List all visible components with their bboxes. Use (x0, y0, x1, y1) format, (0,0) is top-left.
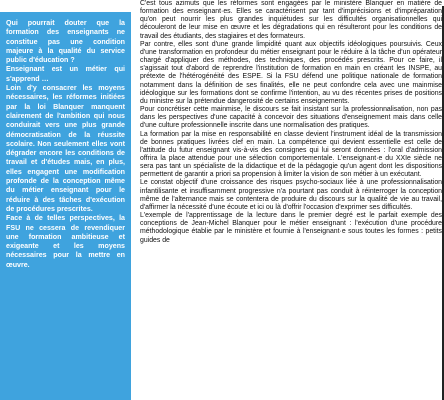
sidebar-paragraph: Loin d'y consacrer les moyens nécessaires, les réformes initiées par la loi Blanquer manquent clairement de l'ambition qui nous conduirait vers une plus grande démocratisation de la réussite scolaire. Non seulement elles vont dégrader encore les conditions de travail et d'études mais, en plus, elles engagent une modification profonde de la conception même du métier enseignant pour le réduire à des tâches d'exécution de procédures prescrites. (6, 84, 125, 213)
article-paragraph: C'est tous azimuts que les réformes sont engagées par le ministère Blanquer en matière de formation des enseignant·es. Elles se caractérisent par tant d'imprécisions et d'impréparation qu'on peut nourrir les plus grandes inquiétudes sur les difficultés organisationnelles qui découleront de leur mise en œuvre et les dégradations qui en résulteront pour les conditions de travail des étudiants, des stagiaires et des formateurs. (140, 0, 442, 40)
article-paragraph: L'exemple de l'apprentissage de la lecture dans le premier degré est le parfait exemple des conceptions de Jean-Michel Blanquer pour le métier enseignant : l'exécution d'une procédure méthodologique établie par le ministère et fournie à l'enseignant·e sous toutes les formes : petits guides de (140, 212, 442, 244)
sidebar-paragraph: Face à de telles perspectives, la FSU ne cessera de revendiquer une formation ambitieuse et exigeante et les moyens nécessaires pour la mettre en œuvre. (6, 214, 125, 269)
sidebar-callout-box (0, 12, 131, 400)
sidebar-paragraph: Enseignant est un métier qui s'apprend … (6, 65, 125, 83)
main-article (140, 0, 442, 400)
sidebar (0, 0, 133, 400)
article-paragraph: Par contre, elles sont d'une grande limpidité quant aux objectifs idéologiques poursuivis. Ceux d'une transformation en profondeur du métier enseignant pour le réduire à la tâche d'un opérateur chargé d'appliquer des méthodes, des techniques, des procédés prescrits. Pour ce faire, il s'agissait tout d'abord de reprendre l'institution de formation en main en créant les INSPE, au prétexte de l'hétérogénéité des ESPE. Si la FSU défend une politique nationale de formation notamment dans la définition de ses finalités, elle ne peut confondre cela avec une mainmise idéologique sur les formations dont se confirme l'intention, au vu des récentes prises de positions du ministre sur la prétendue dangerosité de certains enseignements. (140, 40, 442, 105)
sidebar-paragraph: Qui pourrait douter que la formation des enseignants ne constitue pas une condition majeure à la qualité du service public d'éducation ? (6, 19, 125, 65)
article-paragraph: Le constat objectif d'une croissance des risques psycho-sociaux liée à une professionnalisation infantilisante et insuffisamment progressive n'a pourtant pas conduit à réinterroger la conception même de l'alternance mais se contentera de produire du discours sur la qualité de vie au travail, d'affirmer la nécessité d'une écoute et ici ou là d'offrir l'occasion d'exprimer ses difficultés. (140, 179, 442, 211)
article-paragraph: Pour concrétiser cette mainmise, le discours se fait insistant sur la professionnalisation, non pas dans les perspectives d'une capacité à concevoir des situations d'enseignement mais dans celle d'une culture professionnelle inscrite dans une normalisation des pratiques. (140, 106, 442, 130)
article-paragraph: La formation par la mise en responsabilité en classe devient l'instrument idéal de la transmission de bonnes pratiques livrées clef en main. La compétence qui devient essentielle est celle de l'attitude du futur enseignant vis-à-vis des consignes qui lui seront données : l'oral d'admission offrira la place attendue pour une sélection comportementale. L'enseignant·e du XXIe siècle ne sera pas tant un spécialiste de la didactique et de la pédagogie qu'un agent dont les dispositions permettent de garantir a priori sa propension à limiter la vision de son métier à un exécutant. (140, 130, 442, 179)
